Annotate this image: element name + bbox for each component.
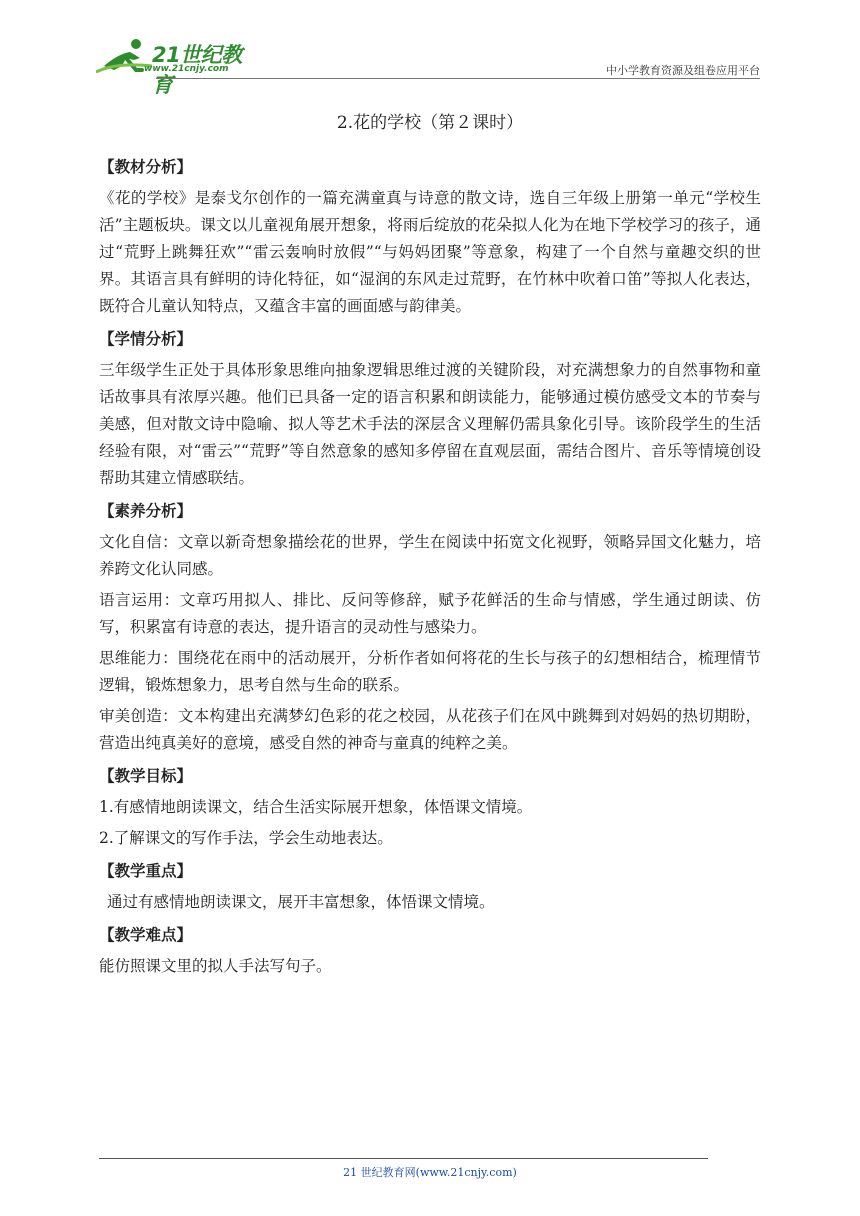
section-paragraph: 《花的学校》是泰戈尔创作的一篇充满童真与诗意的散文诗，选自三年级上册第一单元“学校生活”主题板块。课文以儿童视角展开想象，将雨后绽放的花朵拟人化为在地下学校学习的孩子，通过“荒野上跳舞狂欢”“雷云轰响时放假”“与妈妈团聚”等意象，构建了一个自然与童趣交织的世界。其语言具有鲜明的诗化特征，如“湿润的东风走过荒野，在竹林中吹着口笛”等拟人化表达，既符合儿童认知特点，又蕴含丰富的画面感与韵律美。 [99, 189, 761, 315]
site-logo[interactable] [96, 36, 256, 97]
footer-link[interactable]: 21 世纪教育网(www.21cnjy.com) [343, 1166, 517, 1179]
section-paragraph: 审美创造：文本构建出充满梦幻色彩的花之校园，从花孩子们在风中跳舞到对妈妈的热切期盼，营造出纯真美好的意境，感受自然的神奇与童真的纯粹之美。 [99, 707, 761, 752]
section-paragraph: 通过有感情地朗读课文，展开丰富想象，体悟课文情境。 [107, 893, 495, 911]
lesson-content [99, 148, 761, 984]
page-title: 2.花的学校（第２课时） [336, 113, 524, 133]
footer-divider [99, 1158, 708, 1159]
section-heading: 【教学重点】 [99, 862, 193, 880]
page-header [96, 36, 760, 97]
section-paragraph: 1.有感情地朗读课文，结合生活实际展开想象，体悟课文情境。 [99, 798, 533, 816]
section-paragraph: 三年级学生正处于具体形象思维向抽象逻辑思维过渡的关键阶段，对充满想象力的自然事物和童话故事具有浓厚兴趣。他们已具备一定的语言积累和朗读能力，能够通过模仿感受文本的节奏与美感，但对散文诗中隐喻、拟人等艺术手法的深层含义理解仍需具象化引导。该阶段学生的生活经验有限，对“雷云”“荒野”等自然意象的感知多停留在直观层面，需结合图片、音乐等情境创设帮助其建立情感联结。 [99, 361, 761, 487]
logo-text: 21世纪教育 [152, 43, 242, 97]
section-paragraph: 2.了解课文的写作手法，学会生动地表达。 [99, 829, 393, 847]
section-heading: 【素养分析】 [99, 502, 193, 520]
section-heading: 【教学目标】 [99, 767, 193, 785]
logo-url: www.21cnjy.com [144, 64, 229, 74]
section-paragraph: 思维能力：围绕花在雨中的活动展开，分析作者如何将花的生长与孩子的幻想相结合，梳理情节逻辑，锻炼想象力，思考自然与生命的联系。 [99, 649, 761, 694]
section-heading: 【教材分析】 [99, 158, 193, 176]
section-paragraph: 能仿照课文里的拟人手法写句子。 [99, 957, 332, 975]
section-paragraph: 文化自信：文章以新奇想象描绘花的世界，学生在阅读中拓宽文化视野，领略异国文化魅力，培养跨文化认同感。 [99, 533, 761, 578]
header-divider [156, 78, 760, 79]
section-paragraph: 语言运用：文章巧用拟人、排比、反问等修辞，赋予花鲜活的生命与情感，学生通过朗读、仿写，积累富有诗意的表达，提升语言的灵动性与感染力。 [99, 591, 761, 636]
platform-name: 中小学教育资源及组卷应用平台 [606, 64, 760, 77]
section-heading: 【学情分析】 [99, 330, 193, 348]
section-heading: 【教学难点】 [99, 926, 193, 944]
